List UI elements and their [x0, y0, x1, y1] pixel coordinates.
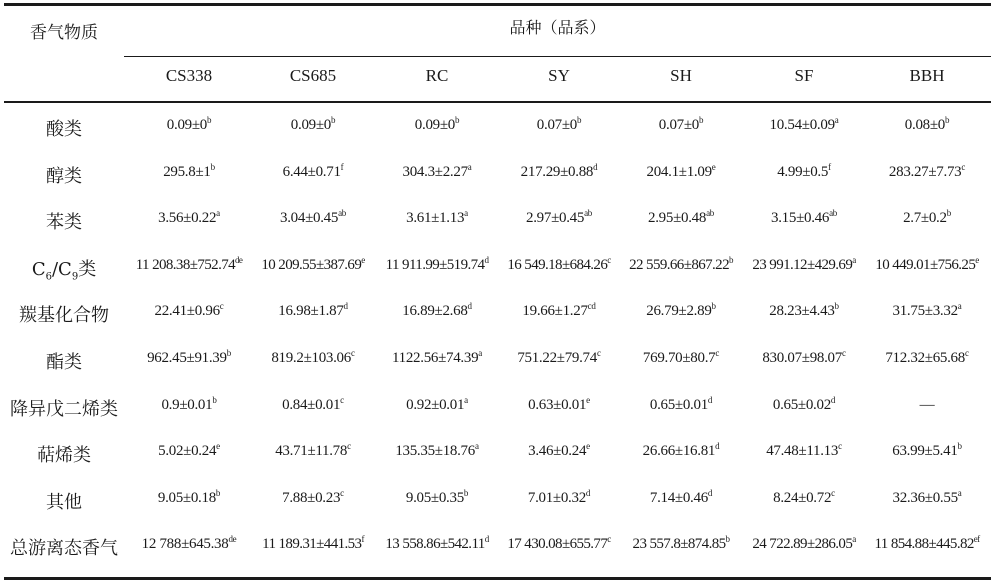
table-cell: 769.70±80.7$^c$ [642, 348, 720, 366]
row-label: 酯类 [46, 352, 82, 373]
table-bottom-rule [4, 577, 991, 580]
table-cell: 0.84±0.01$^c$ [282, 394, 344, 413]
column-header-sy: SY [548, 66, 570, 85]
row-label: 其他 [46, 491, 82, 513]
table-cell: 16.89±2.68$^d$ [402, 301, 472, 320]
column-header-cs338: CS338 [165, 66, 213, 85]
table-cell: 3.61±1.13$^a$ [406, 208, 468, 227]
row-label: 酸类 [46, 119, 82, 140]
row-label: 总游离态香气 [10, 538, 118, 560]
table-cell: 16.98±1.87$^d$ [278, 301, 348, 320]
table-cell: 3.15±0.46$^{ab}$ [771, 208, 837, 227]
table-cell: 23 557.8±874.85$^b$ [632, 534, 730, 553]
table-cell: 0.63±0.01$^e$ [528, 394, 590, 413]
table-cell: 10.54±0.09$^a$ [769, 115, 839, 133]
table-cell: 22.41±0.96$^c$ [154, 301, 224, 320]
table-cell: $0.08\pm 0^b$ [904, 115, 950, 133]
table-cell: 31.75±3.32$^a$ [892, 301, 962, 320]
table-cell: 2.95±0.48$^{ab}$ [648, 208, 714, 227]
table-cell: 26.79±2.89$^b$ [646, 301, 716, 320]
table-cell: 11 189.31±441.53$^f$ [262, 534, 364, 553]
table-cell: 3.56±0.22$^a$ [158, 208, 220, 227]
table-cell: $295.8\pm 1^b$ [163, 161, 215, 180]
table-cell: 830.07±98.07$^c$ [762, 348, 846, 366]
table-cell: 9.05±0.35$^b$ [405, 487, 469, 506]
column-header-rc: RC [425, 66, 449, 85]
table-cell: 2.7±0.2$^b$ [903, 208, 951, 227]
table-cell: 0.65±0.02$^d$ [772, 394, 836, 413]
table-cell: 47.48±11.13$^c$ [766, 441, 842, 460]
table-cell: — [919, 396, 935, 413]
table-cell: 28.23±4.43$^b$ [769, 301, 839, 320]
row-label: $C_6/C_9$类 [31, 258, 97, 283]
table-cell: 24 722.89±286.05$^a$ [752, 534, 856, 553]
table-cell: 11 911.99±519.74$^d$ [385, 254, 489, 273]
table-cell: 11 208.38±752.74de [135, 254, 243, 273]
table-cell: 7.01±0.32$^d$ [527, 487, 591, 506]
table-cell: 22 559.66±867.22$^b$ [629, 254, 733, 273]
table-cell: $0.09\pm 0^b$ [290, 115, 336, 133]
row-label: 萜烯类 [37, 445, 91, 467]
table-cell: 7.88±0.23$^c$ [282, 487, 344, 506]
table-cell: 0.65±0.01$^d$ [649, 394, 713, 413]
table-cell: 5.02±0.24$^e$ [158, 441, 220, 460]
table-cell: 17 430.08±655.77$^c$ [507, 534, 611, 553]
table-cell: 3.04±0.45$^{ab}$ [280, 208, 346, 227]
table-cell: 32.36±0.55$^a$ [892, 487, 962, 506]
table-cell: 9.05±0.18$^b$ [157, 487, 221, 506]
table-cell: 712.32±65.68$^c$ [885, 348, 969, 366]
table-cell: 11 854.88±445.82$^{ef}$ [874, 534, 980, 553]
table-cell: 16 549.18±684.26$^c$ [507, 254, 611, 273]
table-cell: 12 788±645.38de [141, 534, 237, 553]
table-cell: 10 449.01±756.25$^e$ [875, 254, 979, 273]
table-cell: 2.97±0.45$^{ab}$ [526, 208, 592, 227]
table-cell: 7.14±0.46$^d$ [649, 487, 713, 506]
table-top-rule [4, 3, 991, 6]
table-cell: 19.66±1.27$^{cd}$ [522, 301, 596, 320]
table-cell: 304.3±2.27$^a$ [402, 161, 472, 180]
row-label: 羰基化合物 [19, 305, 109, 327]
table-cell: 63.99±5.41$^b$ [892, 441, 962, 460]
table-cell: 4.99±0.5$^f$ [777, 161, 831, 180]
table-cell: 43.71±11.78$^c$ [275, 441, 351, 460]
table-cell: 217.29±0.88$^d$ [520, 161, 598, 180]
header-bottom-rule [4, 101, 991, 103]
table-cell: $0.07\pm 0^b$ [536, 115, 582, 133]
table-cell: 13 558.86±542.11$^d$ [385, 534, 489, 553]
table-cell: 751.22±79.74$^c$ [517, 348, 601, 366]
table-cell: 135.35±18.76$^a$ [395, 441, 479, 460]
table-cell: 962.45±91.39$^b$ [147, 348, 231, 366]
column-header-cs685: CS685 [289, 66, 337, 85]
table-cell: 3.46±0.24$^e$ [528, 441, 590, 460]
table-cell: 6.44±0.71$^f$ [282, 161, 344, 180]
table-cell: $0.07\pm 0^b$ [658, 115, 704, 133]
column-header-sh: SH [670, 66, 692, 85]
table-cell: 23 991.12±429.69$^a$ [752, 254, 856, 273]
table-cell: 10 209.55±387.69$^e$ [261, 254, 365, 273]
row-label: 苯类 [46, 212, 82, 234]
table-cell: 0.92±0.01$^a$ [406, 394, 468, 413]
table-cell: 26.66±16.81$^d$ [642, 441, 720, 460]
table-cell: 283.27±7.73$^c$ [888, 161, 966, 180]
row-label: 降异戊二烯类 [10, 398, 118, 420]
group-header-label: 品种（品系） [509, 18, 606, 37]
table-cell: 0.9±0.01$^b$ [161, 394, 217, 413]
table-cell: $0.09\pm 0^b$ [414, 115, 460, 133]
table-cell: 1122.56±74.39$^a$ [392, 348, 482, 366]
column-header-bbh: BBH [909, 66, 945, 85]
table-cell: 8.24±0.72$^c$ [773, 487, 835, 506]
row-label: 醇类 [46, 165, 82, 187]
table-cell: 204.1±1.09$^e$ [646, 161, 716, 180]
row-header-label: 香气物质 [30, 23, 98, 43]
group-header-rule [124, 56, 991, 57]
table-cell: $0.09\pm 0^b$ [166, 115, 212, 133]
table-cell: 819.2±103.06$^c$ [271, 348, 355, 366]
column-header-sf: SF [794, 66, 814, 85]
